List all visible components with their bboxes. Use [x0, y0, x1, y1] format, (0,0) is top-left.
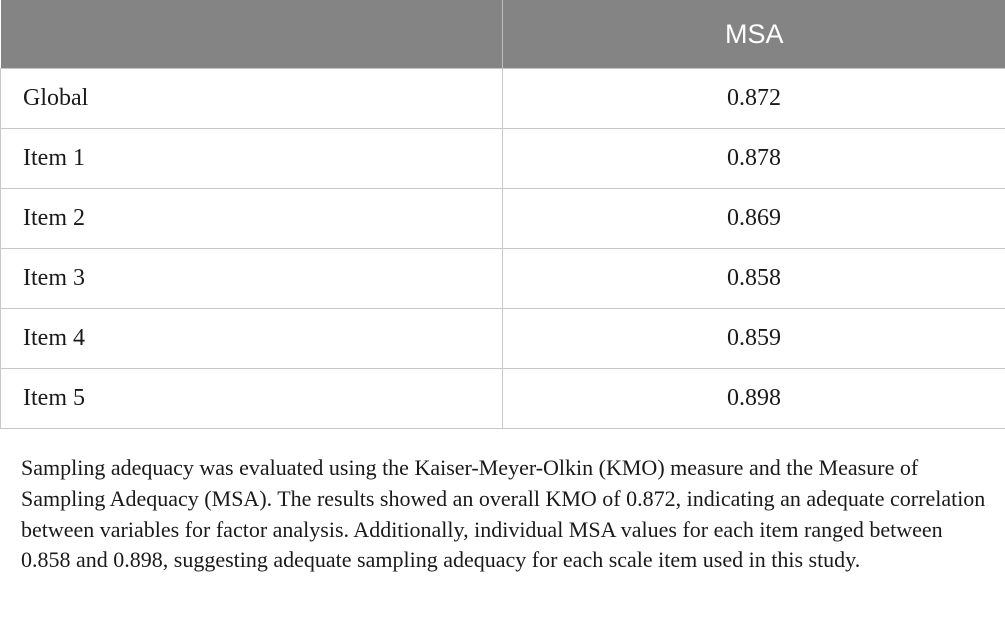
row-value: 0.872	[503, 69, 1005, 129]
table-row	[1, 309, 1005, 369]
row-value: 0.858	[503, 249, 1005, 309]
header-row	[1, 0, 1005, 69]
row-value: 0.859	[503, 309, 1005, 369]
row-value: 0.869	[503, 189, 1005, 249]
row-value: 0.878	[503, 129, 1005, 189]
row-label: Item 1	[1, 129, 503, 189]
table-footnote: Sampling adequacy was evaluated using the Kaiser-Meyer-Olkin (KMO) measure and the Measure of Sampling Adequacy (MSA). The results showed an overall KMO of 0.872, indicating an adequate correlation between variables for factor analysis. Additionally, individual MSA values for each item ranged between 0.858 and 0.898, suggesting adequate sampling adequacy for each scale item used in this study.	[21, 455, 986, 573]
header-cell-item	[1, 0, 503, 69]
row-label: Item 3	[1, 249, 503, 309]
table-row	[1, 69, 1005, 129]
table-header	[1, 0, 1005, 69]
row-label: Item 5	[1, 369, 503, 429]
row-label: Item 4	[1, 309, 503, 369]
table-row	[1, 189, 1005, 249]
table-body	[1, 69, 1005, 429]
row-value: 0.898	[503, 369, 1005, 429]
header-cell-msa: MSA	[503, 0, 1005, 69]
row-label: Global	[1, 69, 503, 129]
table-row	[1, 249, 1005, 309]
table-row	[1, 369, 1005, 429]
table-row	[1, 129, 1005, 189]
row-label: Item 2	[1, 189, 503, 249]
